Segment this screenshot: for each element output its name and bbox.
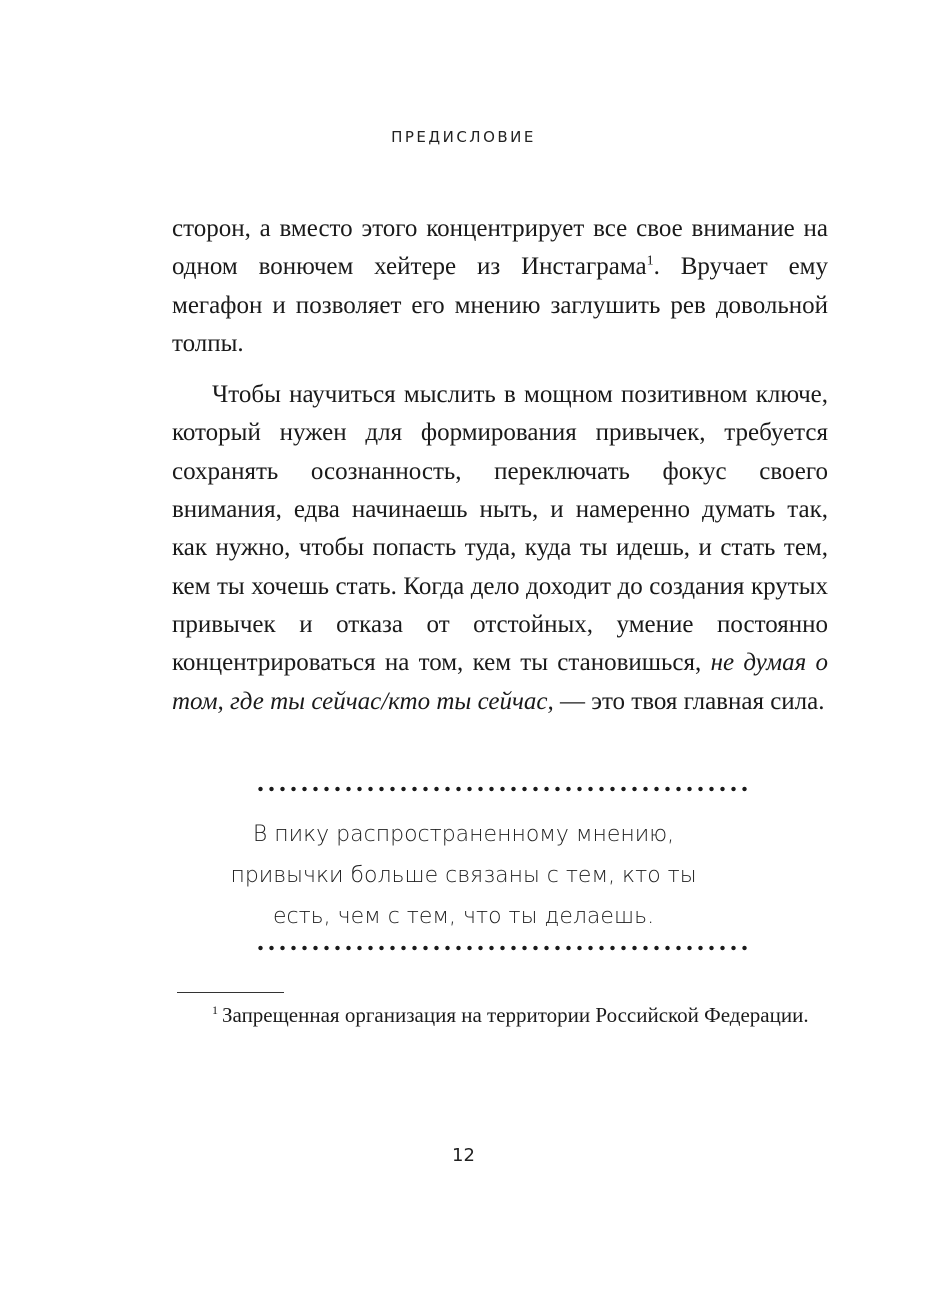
paragraph-2: [172, 376, 828, 721]
pull-quote-line-2: привычки больше связаны с тем, кто ты: [230, 863, 697, 888]
pull-quote-line-3: есть, чем с тем, что ты делаешь.: [272, 904, 655, 929]
footnote-text: Запрещенная организация на территории Российской Федерации.: [222, 1003, 809, 1027]
page-number: 12: [452, 1145, 475, 1166]
paragraph-1-text-a: сторон, а вместо этого концентрирует все свое внимание на одном вонючем хейтере из Инстаграма: [172, 215, 828, 281]
footnote-separator: [177, 992, 284, 993]
footnote: [172, 1000, 828, 1031]
pull-quote-line-1: В пику распространенному мнению,: [252, 822, 675, 847]
dotted-divider-top: [255, 786, 750, 792]
footnote-reference[interactable]: 1: [646, 253, 654, 269]
body-text: [172, 210, 828, 721]
running-head: ПРЕДИСЛОВИЕ: [391, 128, 536, 146]
paragraph-1-text-b: . Вручает ему мегафон и позволяет его мнению заглушить рев довольной толпы.: [172, 253, 828, 357]
footnote-mark: 1: [212, 1003, 218, 1017]
dotted-divider-bottom: [255, 945, 750, 951]
pull-quote: [0, 814, 927, 937]
paragraph-1: [172, 210, 828, 363]
paragraph-2-text-a: Чтобы научиться мыслить в мощном позитивном ключе, который нужен для формирования привычек, требуется сохранять осознанность, переключать фокус своего внимания, едва начинаешь ныть, и намеренно думать так, как нужно, чтобы попасть туда, куда ты идешь, и стать тем, кем ты хочешь стать. Когда дело доходит до создания крутых привычек и отказа от отстойных, умение постоянно концентрироваться на том, кем ты становишься,: [172, 381, 828, 677]
paragraph-2-text-b: — это твоя главная сила.: [553, 687, 825, 715]
paragraph-2-italic: не думая о том, где ты сейчас/кто ты сейчас,: [172, 649, 828, 715]
